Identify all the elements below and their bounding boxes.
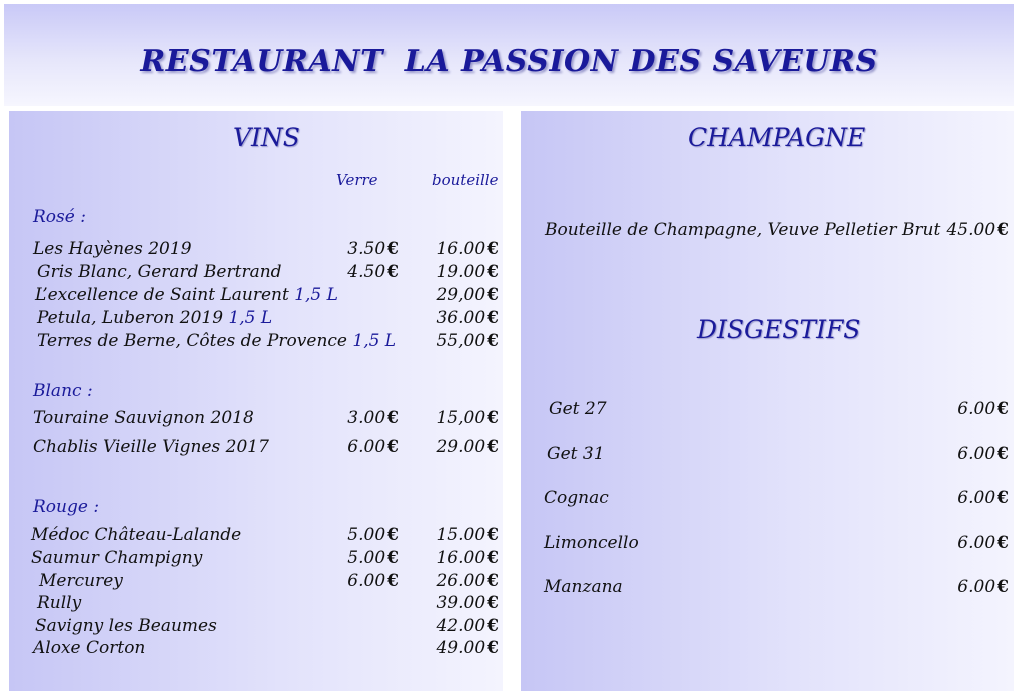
wine-name-text: Petula, Luberon 2019 [37,308,224,328]
wine-name [31,525,241,545]
bottle-price [409,525,499,545]
euro-symbol: € [997,577,1009,597]
bottle-price-value: 16.00 [436,548,486,568]
bottle-price [409,239,499,259]
glass-price [309,571,399,591]
bottle-price [409,593,499,613]
wine-name [37,593,81,613]
bottle-price [409,571,499,591]
digestif-name: Limoncello [544,533,639,553]
glass-price [309,525,399,545]
bottle-price [409,548,499,568]
wine-name-text: Chablis Vieille Vignes 2017 [33,437,269,457]
euro-symbol: € [387,571,399,591]
euro-symbol: € [487,437,499,457]
wine-name [37,331,396,351]
glass-price [309,239,399,259]
euro-symbol: € [487,548,499,568]
digestif-name: Get 27 [549,399,607,419]
bottle-price [409,616,499,636]
glass-price-value: 5.00 [347,525,386,545]
euro-symbol: € [997,444,1009,464]
euro-symbol: € [387,239,399,259]
euro-symbol: € [487,593,499,613]
glass-price [309,437,399,457]
wine-name-text: Saumur Champigny [31,548,203,568]
bottle-price [409,308,499,328]
bottle-price-value: 39.00 [436,593,486,613]
champagne-price [919,220,1009,240]
bottle-price-value: 29,00 [436,285,486,305]
digestifs-heading: DISGESTIFS [697,315,861,344]
euro-symbol: € [487,616,499,636]
bottle-price-value: 29.00 [436,437,486,457]
glass-price-value: 4.50 [347,262,386,282]
bottle-price-value: 15.00 [436,525,486,545]
wine-name [37,308,272,328]
wine-name [33,239,192,259]
glass-price [309,548,399,568]
champagne-digestifs-panel [521,111,1014,691]
digestif-price [919,533,1009,553]
bottle-price-value: 36.00 [436,308,486,328]
column-header-glass: Verre [336,171,378,189]
bottle-size: 1,5 L [288,285,338,305]
champagne-heading: CHAMPAGNE [688,123,866,152]
euro-symbol: € [487,638,499,658]
wine-name [39,571,123,591]
wine-name-text: Rully [37,593,82,613]
digestif-name: Get 31 [547,444,605,464]
digestif-price [919,399,1009,419]
wine-name [33,638,145,658]
champagne-price-value: 45.00 [946,220,996,240]
euro-symbol: € [387,262,399,282]
bottle-price [409,331,499,351]
digestif-price-value: 6.00 [957,577,996,597]
wine-name [37,262,282,282]
section-label-blanc: Blanc : [33,381,93,401]
wine-name [31,548,202,568]
glass-price [309,408,399,428]
euro-symbol: € [487,239,499,259]
wine-name-text: Aloxe Corton [33,638,146,658]
bottle-price [409,638,499,658]
wine-name-text: Mercurey [39,571,123,591]
bottle-price [409,285,499,305]
wine-name-text: Terres de Berne, Côtes de Provence [37,331,347,351]
euro-symbol: € [387,525,399,545]
euro-symbol: € [997,488,1009,508]
wine-name-text: Médoc Château-Lalande [31,525,242,545]
wine-name-text: Touraine Sauvignon 2018 [33,408,254,428]
euro-symbol: € [487,262,499,282]
glass-price-value: 5.00 [347,548,386,568]
euro-symbol: € [997,533,1009,553]
glass-price-value: 6.00 [347,437,386,457]
bottle-size: 1,5 L [223,308,273,328]
euro-symbol: € [997,220,1009,240]
wine-panel [9,111,503,691]
section-label-rose: Rosé : [33,207,86,227]
wine-name-text: Savigny les Beaumes [35,616,217,636]
restaurant-title: RESTAURANT LA PASSION DES SAVEURS [140,44,878,79]
section-label-rouge: Rouge : [33,497,100,517]
bottle-price [409,262,499,282]
digestif-price [919,488,1009,508]
glass-price-value: 3.50 [347,239,386,259]
euro-symbol: € [387,548,399,568]
bottle-price-value: 16.00 [436,239,486,259]
euro-symbol: € [487,408,499,428]
bottle-price [409,408,499,428]
digestif-price [919,577,1009,597]
digestif-price-value: 6.00 [957,533,996,553]
digestif-price-value: 6.00 [957,399,996,419]
euro-symbol: € [487,308,499,328]
glass-price-value: 3.00 [347,408,386,428]
wine-name [35,616,217,636]
euro-symbol: € [997,399,1009,419]
wine-name-text: Les Hayènes 2019 [33,239,192,259]
wine-name-text: L’excellence de Saint Laurent [35,285,289,305]
digestif-price-value: 6.00 [957,444,996,464]
bottle-price-value: 49.00 [436,638,486,658]
euro-symbol: € [487,525,499,545]
glass-price [309,262,399,282]
bottle-price-value: 19.00 [436,262,486,282]
bottle-price-value: 15,00 [436,408,486,428]
digestif-price [919,444,1009,464]
euro-symbol: € [387,408,399,428]
euro-symbol: € [487,285,499,305]
digestif-name: Cognac [544,488,609,508]
euro-symbol: € [487,331,499,351]
bottle-price [409,437,499,457]
wine-heading: VINS [233,123,300,152]
euro-symbol: € [387,437,399,457]
title-banner [4,4,1014,106]
digestif-name: Manzana [544,577,623,597]
wine-name-text: Gris Blanc, Gerard Bertrand [37,262,282,282]
bottle-price-value: 42.00 [436,616,486,636]
bottle-price-value: 55,00 [436,331,486,351]
wine-name [33,408,254,428]
champagne-name: Bouteille de Champagne, Veuve Pelletier Brut [545,220,941,240]
glass-price-value: 6.00 [347,571,386,591]
wine-name [35,285,338,305]
bottle-price-value: 26.00 [436,571,486,591]
euro-symbol: € [487,571,499,591]
column-header-bottle: bouteille [432,171,499,189]
digestif-price-value: 6.00 [957,488,996,508]
wine-name [33,437,269,457]
bottle-size: 1,5 L [346,331,397,351]
